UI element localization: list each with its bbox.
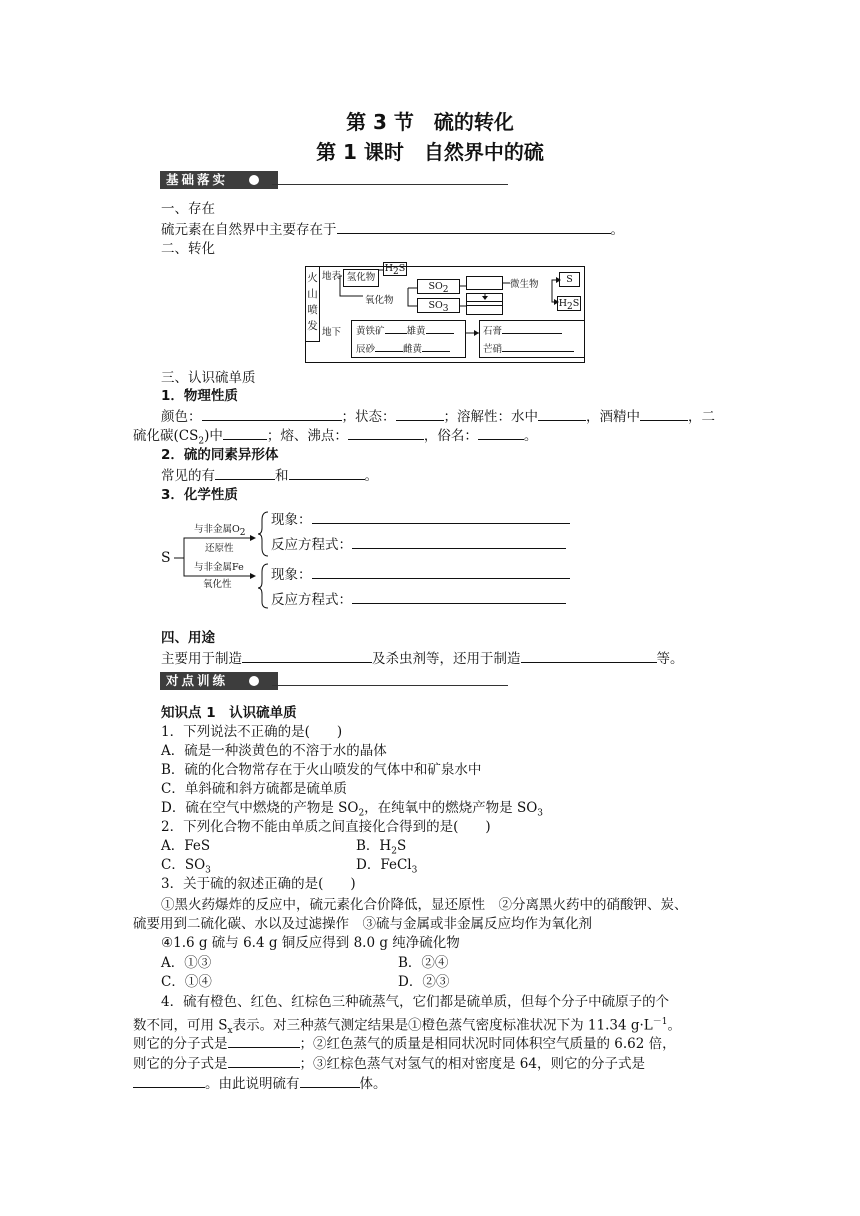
physical-line-1: 颜色： ；状态： ；溶解性：水中 ，酒精中 ，二 — [161, 406, 715, 426]
microbe-label: 微生物 — [510, 279, 539, 290]
banner-dot-icon — [249, 676, 259, 686]
q4-line-2: 数不同，可用 $S_x$表示。对三种蒸气测定结果是①橙色蒸气密度标准状况下为 11.34 $g\cdot L^{-1}$。 — [133, 1017, 681, 1037]
q2-option-c: C．$SO_3$ — [161, 857, 211, 876]
so3-box: $SO_3$ — [417, 298, 460, 313]
question-1: 1．下列说法不正确的是( ) — [161, 724, 343, 740]
question-2: 2．下列化合物不能由单质之间直接化合得到的是( ) — [161, 819, 491, 835]
banner-dot-icon — [249, 175, 259, 185]
surface-label: 地表 — [322, 271, 342, 282]
o2-equation: 反应方程式： — [271, 534, 566, 554]
heading-sulfur-element: 三、认识硫单质 — [161, 370, 256, 386]
q1-option-c: C．单斜硫和斜方硫都是硫单质 — [161, 781, 347, 797]
q2-option-a: A．FeS — [161, 838, 211, 854]
q3-option-d: D．②③ — [398, 974, 450, 990]
fe-phenomenon: 现象： — [271, 564, 570, 584]
chem-branch-arrows — [168, 510, 278, 610]
heading-allotropes: 2．硫的同素异形体 — [161, 447, 279, 463]
question-3: 3．关于硫的叙述正确的是( ) — [161, 876, 356, 892]
q1-option-b: B．硫的化合物常存在于火山喷发的气体中和矿泉水中 — [161, 762, 482, 778]
s-box: S — [559, 272, 580, 287]
q4-line-4: 则它的分子式是 ；③红棕色蒸气对氢气的相对密度是 64，则它的分子式是 — [133, 1053, 645, 1073]
h2s-box-2: $H_2S$ — [558, 298, 580, 312]
q4-line-5: 。由此说明硫有 体。 — [133, 1073, 387, 1093]
q3-option-c: C．①④ — [161, 974, 212, 990]
diagram-connectors — [300, 258, 600, 368]
existence-line: 硫元素在自然界中主要存在于 。 — [161, 219, 624, 239]
q2-option-d: D．FeCl$_3$ — [356, 857, 418, 876]
q3-statement-line-2: 硫要用到二硫化碳、水以及过滤操作 ③硫与金属或非金属反应均作为氧化剂 — [133, 916, 592, 932]
page-title: 第 3 节 硫的转化 — [346, 110, 514, 134]
q4-line-1: 4．硫有橙色、红色、红棕色三种硫蒸气，它们都是硫单质，但每个分子中硫原子的个 — [161, 994, 670, 1010]
o2-phenomenon: 现象： — [271, 509, 570, 529]
q3-option-a: A．①③ — [161, 955, 212, 971]
o2-reaction-label: 与非金属$O_2$ — [194, 524, 246, 538]
fe-reaction-label: 与非金属Fe — [194, 562, 244, 573]
so2-box: $SO_2$ — [417, 279, 460, 294]
fe-equation: 反应方程式： — [271, 589, 566, 609]
uses-line: 主要用于制造 及杀虫剂等，还用于制造 等。 — [161, 648, 684, 668]
lesson-title: 第 1 课时 自然界中的硫 — [316, 140, 544, 164]
knowledge-point-1: 知识点 1 认识硫单质 — [161, 705, 297, 721]
hydride-box: 氢化物 — [343, 269, 379, 287]
heading-uses: 四、用途 — [161, 630, 215, 646]
underground-label: 地下 — [322, 327, 342, 338]
q1-option-d: D．硫在空气中燃烧的产物是 $SO_2$，在纯氧中的燃烧产物是 $SO_3$ — [161, 800, 544, 819]
heading-physical: 1．物理性质 — [161, 388, 238, 404]
heading-chemical: 3．化学性质 — [161, 487, 238, 503]
heading-existence: 一、存在 — [161, 201, 215, 217]
gypsum-row: 石膏 — [483, 323, 562, 341]
chem-s-label: S — [161, 550, 171, 566]
pyrite-row: 黄铁矿 雄黄 — [356, 323, 454, 341]
q3-statement-line-3: ④1.6 g 硫与 6.4 g 铜反应得到 8.0 g 纯净硫化物 — [161, 935, 460, 951]
q2-option-b: B．$H_2S$ — [356, 838, 407, 857]
physical-line-2: 硫化碳$(CS_2)$中 ；熔、沸点： ，俗名： 。 — [133, 425, 537, 451]
cinnabar-row: 辰砂 雌黄 — [356, 341, 450, 359]
reducing-label: 还原性 — [205, 543, 234, 554]
oxidizing-label: 氧化性 — [203, 579, 232, 590]
q1-option-a: A．硫是一种淡黄色的不溶于水的晶体 — [161, 743, 387, 759]
glauber-row: 芒硝 — [483, 341, 574, 359]
h2s-box-1: $H_2S$ — [384, 263, 406, 277]
volcano-label: 火山喷发 — [305, 266, 320, 342]
oxide-label: 氧化物 — [365, 295, 394, 306]
blank — [337, 219, 611, 234]
q4-line-3: 则它的分子式是 ；②红色蒸气的质量是相同状况时同体积空气质量的 6.62 倍， — [133, 1033, 676, 1053]
q3-statement-line-1: ①黑火药爆炸的反应中，硫元素化合价降低，显还原性 ②分离黑火药中的硝酸钾、炭、 — [161, 897, 688, 913]
q3-option-b: B．②④ — [398, 955, 449, 971]
allotropes-line: 常见的有 和 。 — [161, 465, 378, 485]
heading-transformation: 二、转化 — [161, 241, 215, 257]
